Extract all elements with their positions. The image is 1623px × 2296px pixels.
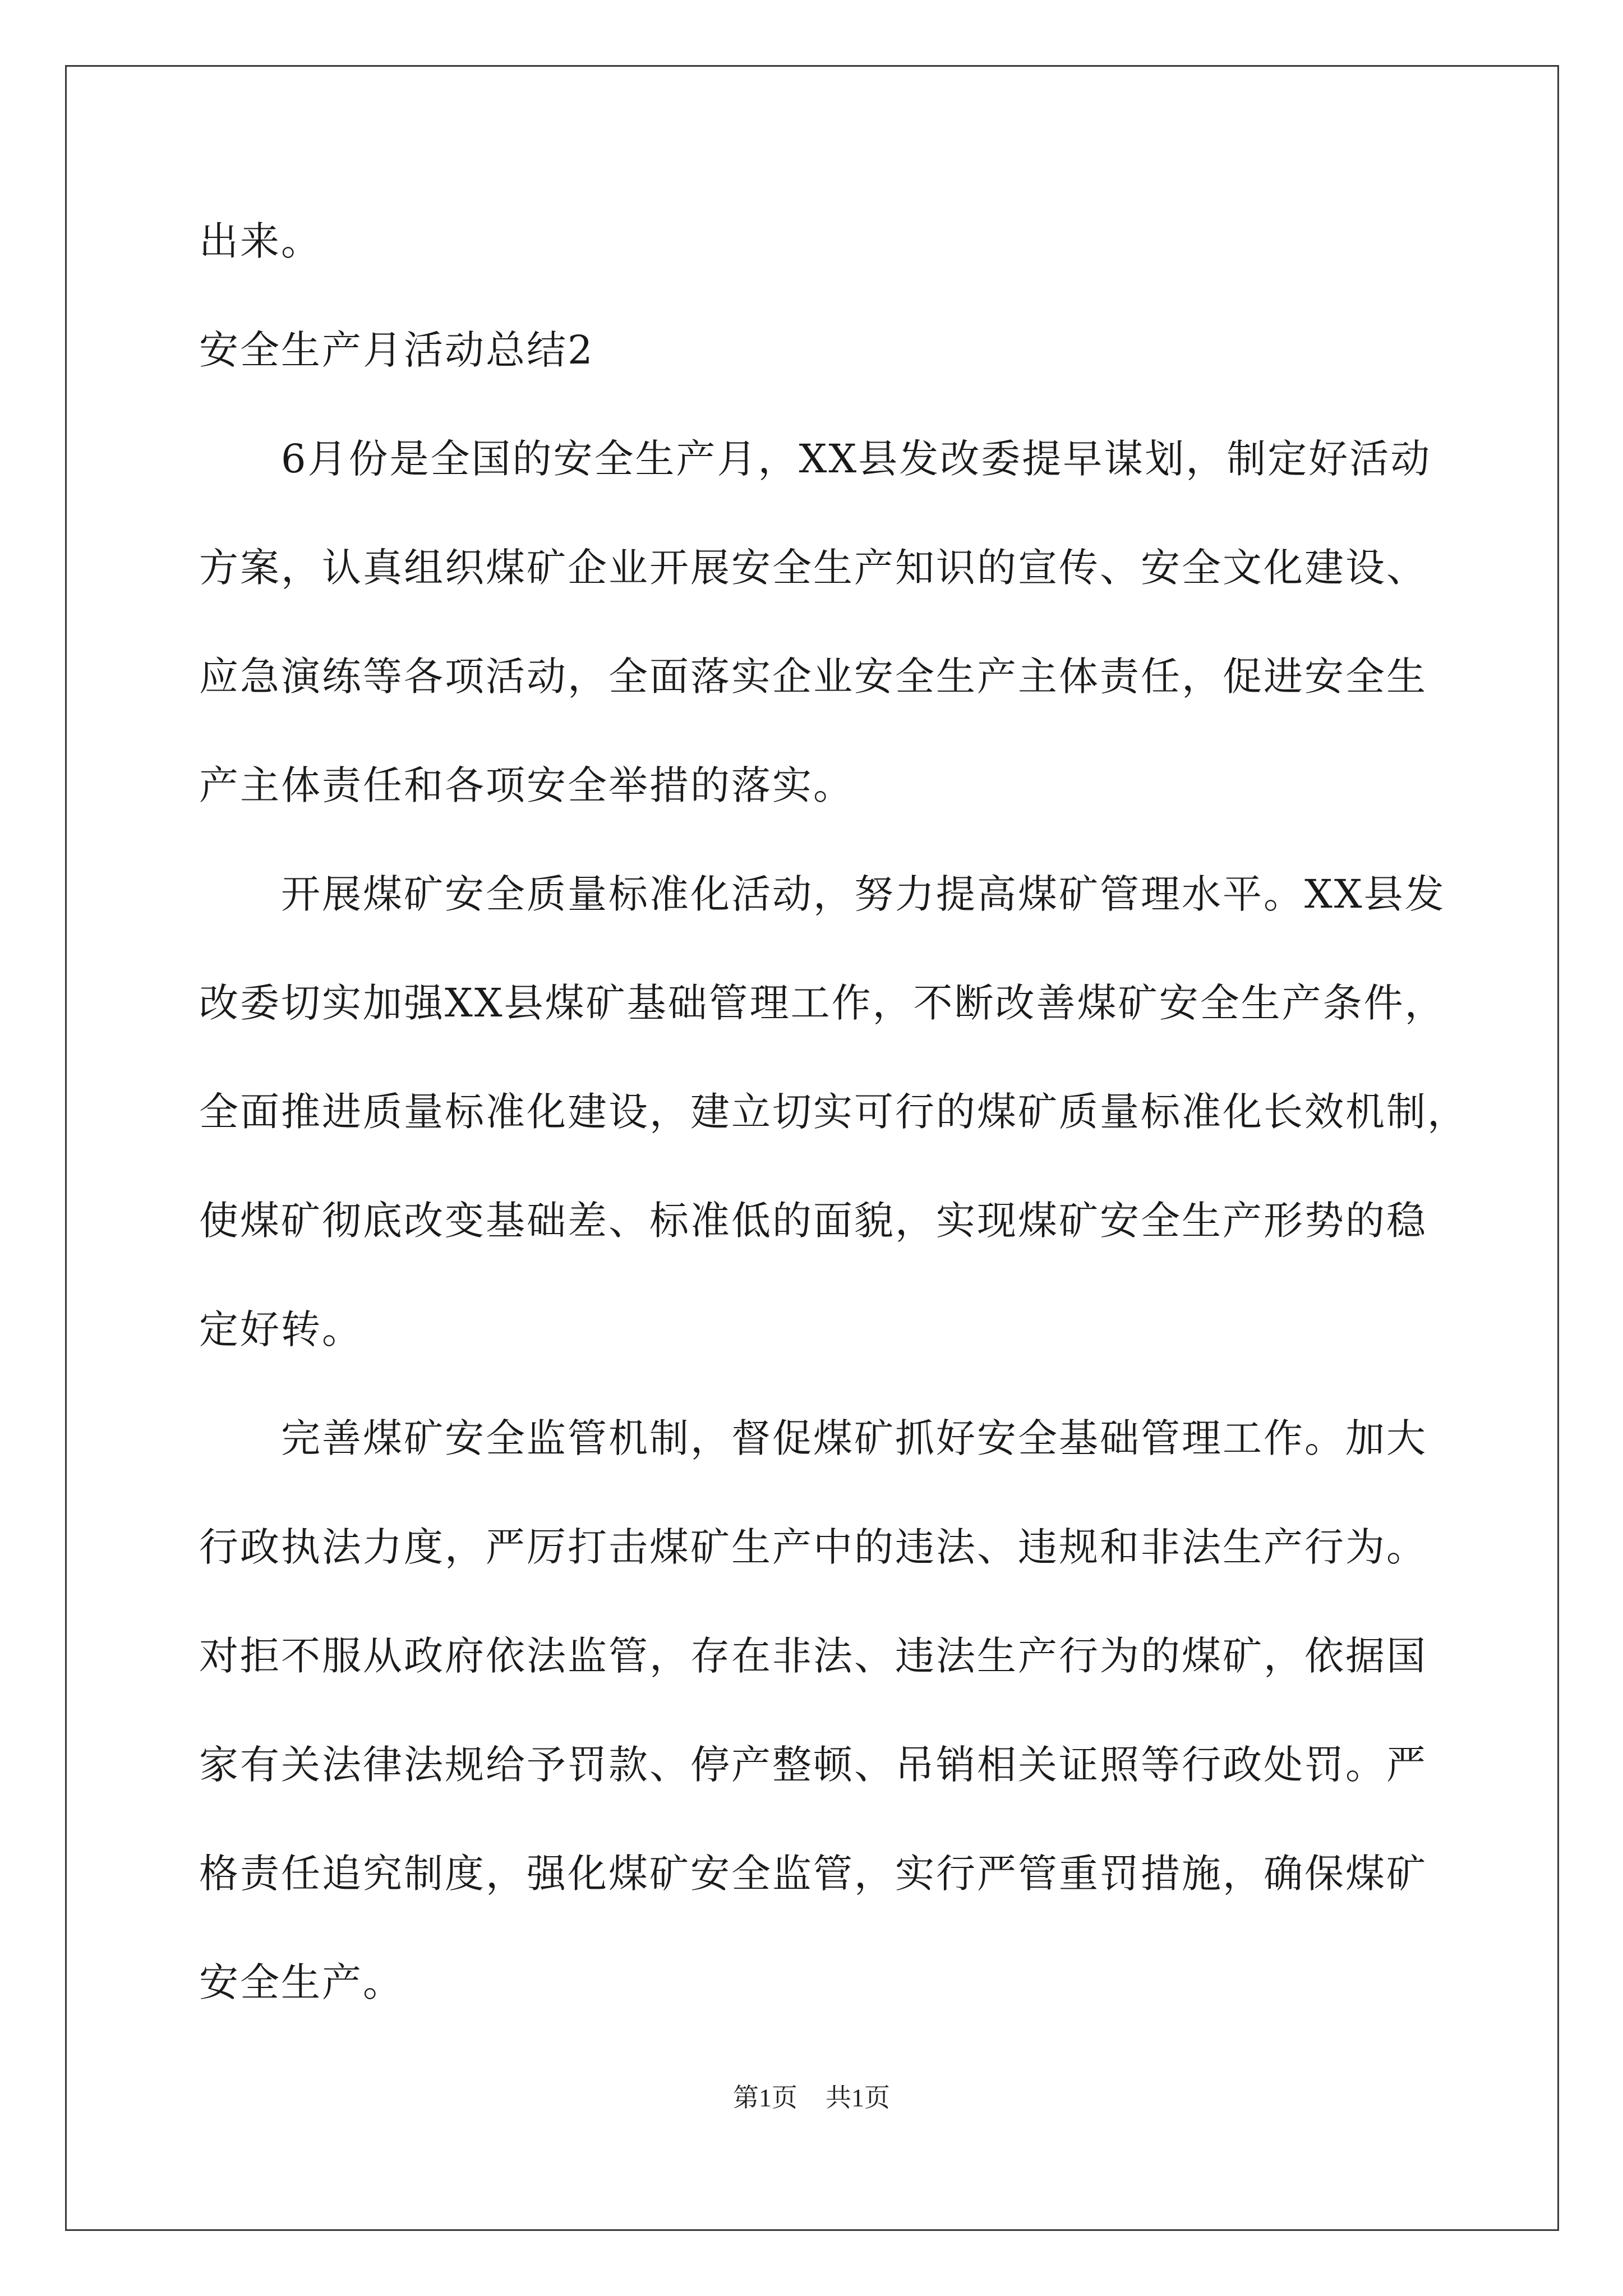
- page-number-total: 共1页: [826, 2083, 890, 2112]
- paragraph-1: [199, 431, 1432, 813]
- paragraph-line: 6月份是全国的安全生产月，XX县发改委提早谋划，制定好活动: [281, 436, 1432, 482]
- paragraph-line: 产主体责任和各项安全举措的落实。: [199, 762, 854, 808]
- paragraph-line: 对拒不服从政府依法监管，存在非法、违法生产行为的煤矿，依据国: [199, 1633, 1427, 1679]
- paragraph-line: 安全生产。: [199, 1959, 404, 2005]
- paragraph-line: 应急演练等各项活动，全面落实企业安全生产主体责任，促进安全生: [199, 654, 1427, 700]
- paragraph-line: 格责任追究制度，强化煤矿安全监管，实行严管重罚措施，确保煤矿: [199, 1851, 1427, 1897]
- paragraph-line: 家有关法律法规给予罚款、停产整顿、吊销相关证照等行政处罚。严: [199, 1742, 1427, 1788]
- paragraph-line: 方案，认真组织煤矿企业开展安全生产知识的宣传、安全文化建设、: [199, 545, 1427, 591]
- paragraph-2: [199, 866, 1468, 1358]
- paragraph-line: 改委切实加强XX县煤矿基础管理工作，不断改善煤矿安全生产条件，: [199, 980, 1446, 1026]
- paragraph-line: 全面推进质量标准化建设，建立切实可行的煤矿质量标准化长效机制，: [199, 1089, 1468, 1135]
- page-footer: [0, 2081, 1623, 2115]
- paragraph-line: 完善煤矿安全监管机制，督促煤矿抓好安全基础管理工作。加大: [281, 1415, 1427, 1461]
- paragraph-line: 定好转。: [199, 1306, 363, 1352]
- paragraph-3: [199, 1410, 1427, 2010]
- page-number-current: 第1页: [733, 2083, 797, 2112]
- continuation-text: 出来。: [199, 218, 322, 264]
- paragraph-line: 开展煤矿安全质量标准化活动，努力提高煤矿管理水平。XX县发: [281, 871, 1446, 917]
- paragraph-line: 使煤矿彻底改变基础差、标准低的面貌，实现煤矿安全生产形势的稳: [199, 1198, 1427, 1244]
- paragraph-line: 行政执法力度，严厉打击煤矿生产中的违法、违规和非法生产行为。: [199, 1524, 1427, 1570]
- document-body: [199, 213, 1468, 2010]
- section-heading: 安全生产月活动总结2: [199, 327, 594, 373]
